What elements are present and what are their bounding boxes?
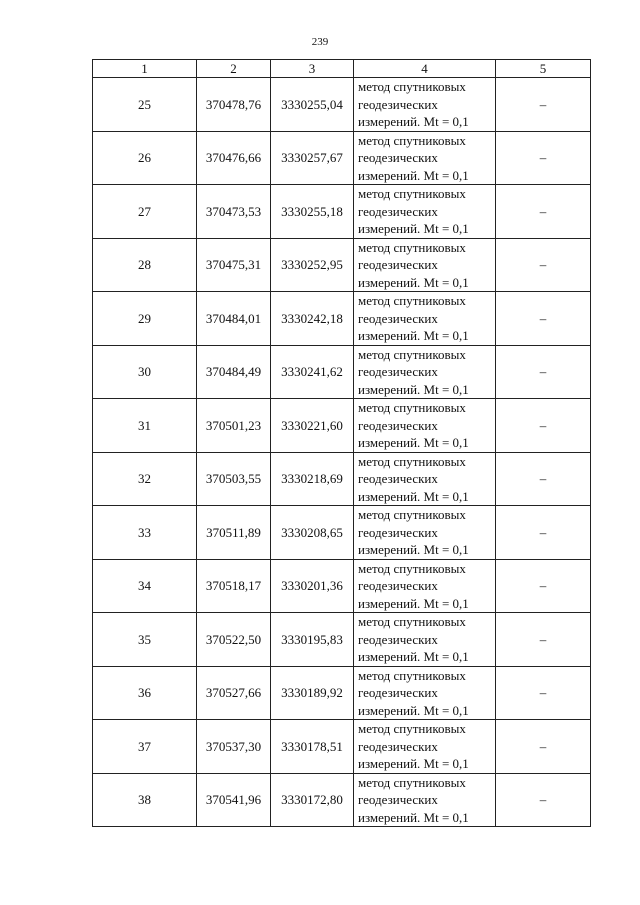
method-line: метод спутниковых xyxy=(358,132,466,148)
method-cell xyxy=(354,773,496,827)
point-number-cell: 25 xyxy=(93,78,197,132)
x-coordinate-cell: 370478,76 xyxy=(197,78,271,132)
coordinates-table xyxy=(92,59,591,827)
x-coordinate-cell: 370473,53 xyxy=(197,185,271,239)
point-number-cell: 34 xyxy=(93,559,197,613)
method-line: метод спутниковых xyxy=(358,186,466,201)
header-col-2: 2 xyxy=(197,60,271,78)
method-line: метод спутниковых xyxy=(358,346,466,362)
point-number-cell: 27 xyxy=(93,185,197,239)
method-line: геодезических xyxy=(358,150,438,165)
method-line: измерений. Mt = 0,1 xyxy=(358,649,469,664)
point-number-cell: 36 xyxy=(93,666,197,720)
method-line: метод спутниковых xyxy=(358,774,466,790)
header-col-3: 3 xyxy=(271,60,354,78)
point-number-cell: 32 xyxy=(93,452,197,506)
method-line: измерений. Mt = 0,1 xyxy=(358,114,469,129)
method-line: геодезических xyxy=(358,524,438,540)
header-col-4: 4 xyxy=(354,60,496,78)
table-row xyxy=(93,452,591,506)
method-line: измерений. Mt = 0,1 xyxy=(358,381,469,397)
table-header xyxy=(93,60,591,78)
method-line: измерений. Mt = 0,1 xyxy=(358,542,469,557)
table-row xyxy=(93,131,591,185)
point-number-cell: 29 xyxy=(93,292,197,346)
note-cell: – xyxy=(496,452,591,506)
x-coordinate-cell: 370501,23 xyxy=(197,399,271,453)
method-line: измерений. Mt = 0,1 xyxy=(358,435,469,450)
x-coordinate-cell: 370476,66 xyxy=(197,131,271,185)
method-line: метод спутниковых xyxy=(358,239,466,255)
y-coordinate-cell: 3330255,18 xyxy=(271,185,354,239)
x-coordinate-cell: 370484,49 xyxy=(197,345,271,399)
table-row xyxy=(93,506,591,560)
note-cell: – xyxy=(496,720,591,774)
method-line: измерений. Mt = 0,1 xyxy=(358,167,469,183)
note-cell: – xyxy=(496,345,591,399)
x-coordinate-cell: 370511,89 xyxy=(197,506,271,560)
table-row xyxy=(93,185,591,239)
method-line: геодезических xyxy=(358,417,438,433)
method-cell xyxy=(354,506,496,560)
point-number-cell: 33 xyxy=(93,506,197,560)
x-coordinate-cell: 370484,01 xyxy=(197,292,271,346)
x-coordinate-cell: 370518,17 xyxy=(197,559,271,613)
y-coordinate-cell: 3330208,65 xyxy=(271,506,354,560)
y-coordinate-cell: 3330172,80 xyxy=(271,773,354,827)
method-cell xyxy=(354,292,496,346)
y-coordinate-cell: 3330257,67 xyxy=(271,131,354,185)
method-cell xyxy=(354,613,496,667)
method-line: измерений. Mt = 0,1 xyxy=(358,809,469,825)
method-line: геодезических xyxy=(358,578,438,593)
x-coordinate-cell: 370503,55 xyxy=(197,452,271,506)
table-row xyxy=(93,720,591,774)
note-cell: – xyxy=(496,78,591,132)
table-row xyxy=(93,345,591,399)
note-cell: – xyxy=(496,292,591,346)
table-row xyxy=(93,773,591,827)
point-number-cell: 35 xyxy=(93,613,197,667)
x-coordinate-cell: 370541,96 xyxy=(197,773,271,827)
method-line: геодезических xyxy=(358,96,438,112)
method-line: метод спутниковых xyxy=(358,721,466,736)
method-line: измерений. Mt = 0,1 xyxy=(358,595,469,611)
method-line: измерений. Mt = 0,1 xyxy=(358,328,469,343)
page-number: 239 xyxy=(311,36,329,48)
header-col-5: 5 xyxy=(496,60,591,78)
note-cell: – xyxy=(496,131,591,185)
method-line: геодезических xyxy=(358,203,438,219)
method-line: метод спутниковых xyxy=(358,507,466,522)
method-line: геодезических xyxy=(358,631,438,647)
note-cell: – xyxy=(496,559,591,613)
header-col-1: 1 xyxy=(93,60,197,78)
x-coordinate-cell: 370522,50 xyxy=(197,613,271,667)
method-line: геодезических xyxy=(358,685,438,700)
y-coordinate-cell: 3330242,18 xyxy=(271,292,354,346)
note-cell: – xyxy=(496,506,591,560)
y-coordinate-cell: 3330218,69 xyxy=(271,452,354,506)
table-row xyxy=(93,666,591,720)
table-row xyxy=(93,559,591,613)
y-coordinate-cell: 3330252,95 xyxy=(271,238,354,292)
x-coordinate-cell: 370475,31 xyxy=(197,238,271,292)
header-row xyxy=(93,60,591,78)
method-line: геодезических xyxy=(358,257,438,272)
point-number-cell: 30 xyxy=(93,345,197,399)
method-line: метод спутниковых xyxy=(358,293,466,308)
method-cell xyxy=(354,238,496,292)
point-number-cell: 38 xyxy=(93,773,197,827)
method-line: геодезических xyxy=(358,364,438,379)
point-number-cell: 28 xyxy=(93,238,197,292)
point-number-cell: 31 xyxy=(93,399,197,453)
y-coordinate-cell: 3330201,36 xyxy=(271,559,354,613)
method-line: метод спутниковых xyxy=(358,560,466,576)
table-row xyxy=(93,613,591,667)
method-line: геодезических xyxy=(358,792,438,807)
method-cell xyxy=(354,345,496,399)
method-cell xyxy=(354,399,496,453)
method-cell xyxy=(354,720,496,774)
y-coordinate-cell: 3330255,04 xyxy=(271,78,354,132)
note-cell: – xyxy=(496,185,591,239)
method-line: метод спутниковых xyxy=(358,667,466,683)
table-row xyxy=(93,238,591,292)
method-cell xyxy=(354,666,496,720)
table-body xyxy=(93,78,591,827)
table-row xyxy=(93,78,591,132)
method-line: геодезических xyxy=(358,738,438,754)
y-coordinate-cell: 3330221,60 xyxy=(271,399,354,453)
method-cell xyxy=(354,452,496,506)
method-cell xyxy=(354,559,496,613)
x-coordinate-cell: 370537,30 xyxy=(197,720,271,774)
method-line: измерений. Mt = 0,1 xyxy=(358,274,469,290)
note-cell: – xyxy=(496,399,591,453)
note-cell: – xyxy=(496,613,591,667)
y-coordinate-cell: 3330241,62 xyxy=(271,345,354,399)
method-line: измерений. Mt = 0,1 xyxy=(358,221,469,236)
table-row xyxy=(93,292,591,346)
method-line: измерений. Mt = 0,1 xyxy=(358,488,469,504)
note-cell: – xyxy=(496,666,591,720)
method-line: метод спутниковых xyxy=(358,453,466,469)
y-coordinate-cell: 3330189,92 xyxy=(271,666,354,720)
y-coordinate-cell: 3330195,83 xyxy=(271,613,354,667)
method-line: измерений. Mt = 0,1 xyxy=(358,756,469,771)
y-coordinate-cell: 3330178,51 xyxy=(271,720,354,774)
point-number-cell: 37 xyxy=(93,720,197,774)
table-row xyxy=(93,399,591,453)
note-cell: – xyxy=(496,773,591,827)
method-line: метод спутниковых xyxy=(358,79,466,94)
method-cell xyxy=(354,185,496,239)
method-line: геодезических xyxy=(358,310,438,326)
method-cell xyxy=(354,78,496,132)
method-line: измерений. Mt = 0,1 xyxy=(358,702,469,718)
note-cell: – xyxy=(496,238,591,292)
method-cell xyxy=(354,131,496,185)
method-line: метод спутниковых xyxy=(358,614,466,629)
point-number-cell: 26 xyxy=(93,131,197,185)
x-coordinate-cell: 370527,66 xyxy=(197,666,271,720)
method-line: метод спутниковых xyxy=(358,400,466,415)
method-line: геодезических xyxy=(358,471,438,486)
